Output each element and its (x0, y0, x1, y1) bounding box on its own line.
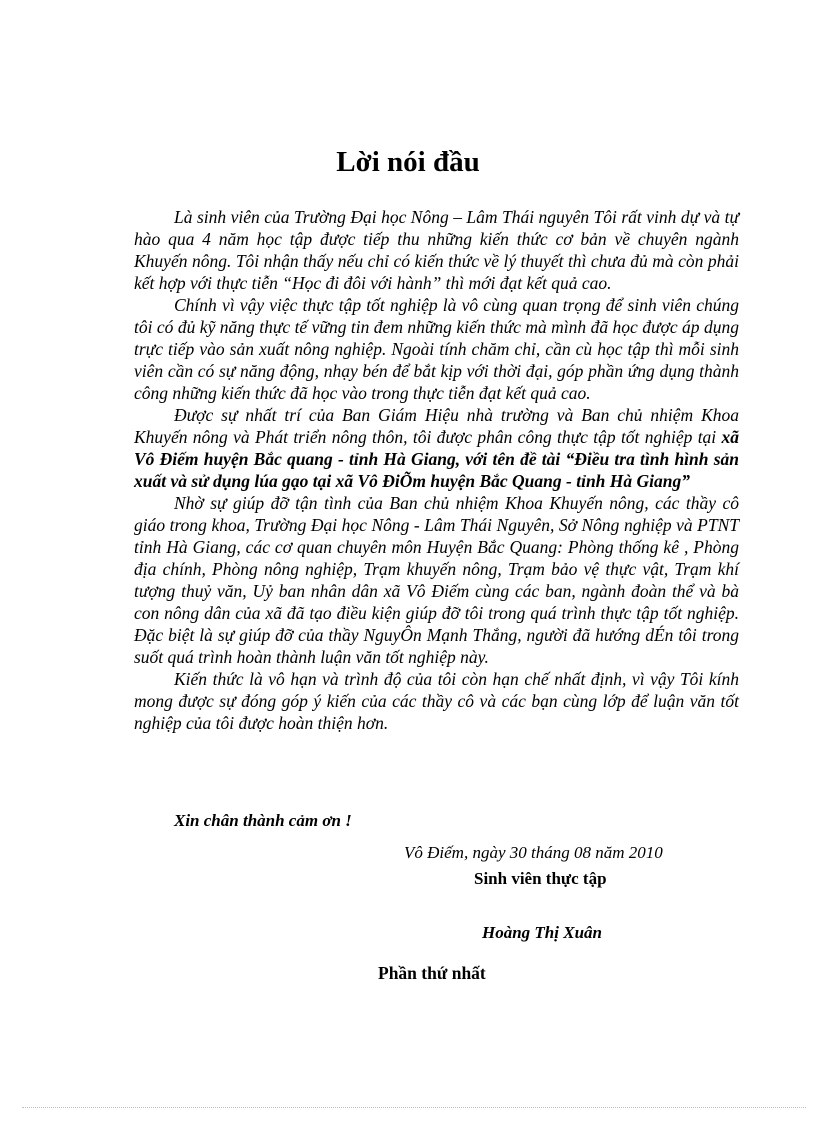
paragraph-3-text: Được sự nhất trí của Ban Giám Hiệu nhà trường và Ban chủ nhiệm Khoa Khuyến nông và Phát triển nông thôn, tôi được phân công thực tập tốt nghiệp tại (134, 405, 739, 447)
paragraph-1: Là sinh viên của Trường Đại học Nông – Lâm Thái nguyên Tôi rất vinh dự và tự hào qua 4 năm học tập được tiếp thu những kiến thức cơ bản về chuyên ngành Khuyến nông. Tôi nhận thấy nếu chỉ có kiến thức về lý thuyết thì chưa đủ mà còn phải kết hợp với thực tiễn “Học đi đôi với hành” thì mới đạt kết quả cao. (134, 207, 739, 293)
preface-body (134, 206, 739, 734)
date-line: Vô Điếm, ngày 30 tháng 08 năm 2010 (404, 843, 663, 862)
thesis-topic: xã Vô Điếm huyện Bắc quang - tỉnh Hà Giang, với tên đề tài “Điều tra tình hình sản xuất và sử dụng lúa gạo tại xã Vô ĐiÕm huyện Bắc Quang - tỉnh Hà Giang” (134, 427, 739, 491)
author-name: Hoàng Thị Xuân (482, 923, 602, 942)
page-title: Lời nói đầu (336, 146, 480, 178)
paragraph-2: Chính vì vậy việc thực tập tốt nghiệp là vô cùng quan trọng để sinh viên chúng tôi có đủ kỹ năng thực tế vững tin đem những kiến thức mà mình đã học được áp dụng trực tiếp vào sản xuất nông nghiệp. Ngoài tính chăm chỉ, cần cù học tập thì mỗi sinh viên cần có sự năng động, nhạy bén để bắt kịp với thời đại, góp phần ứng dụng thành công những kiến thức đã học vào trong thực tiễn đạt kết quả cao. (134, 295, 739, 403)
paragraph-3 (134, 404, 739, 492)
section-heading: Phần thứ nhất (378, 963, 486, 983)
page-bottom-rule (22, 1107, 806, 1108)
paragraph-5: Kiến thức là vô hạn và trình độ của tôi còn hạn chế nhất định, vì vậy Tôi kính mong được sự đóng góp ý kiến của các thầy cô và các bạn cùng lớp để luận văn tốt nghiệp của tôi được hoàn thiện hơn. (134, 669, 739, 733)
paragraph-4: Nhờ sự giúp đỡ tận tình của Ban chủ nhiệm Khoa Khuyến nông, các thầy cô giáo trong khoa, Trường Đại học Nông - Lâm Thái Nguyên, Sở Nông nghiệp và PTNT tỉnh Hà Giang, các cơ quan chuyên môn Huyện Bắc Quang: Phòng thống kê , Phòng địa chính, Phòng nông nghiệp, Trạm khuyến nông, Trạm bảo vệ thực vật, Trạm khí tượng thuỷ văn, Uỷ ban nhân dân xã Vô Điếm cùng các ban, ngành đoàn thể và bà con nông dân của xã đã tạo điều kiện giúp đỡ tôi trong quá trình thực tập tốt nghiệp. Đặc biệt là sự giúp đỡ của thầy NguyÔn Mạnh Thắng, người đã hướng dÉn tôi trong suốt quá trình hoàn thành luận văn tốt nghiệp này. (134, 493, 739, 667)
thanks-line: Xin chân thành cảm ơn ! (174, 811, 352, 830)
student-role: Sinh viên thực tập (474, 869, 607, 888)
